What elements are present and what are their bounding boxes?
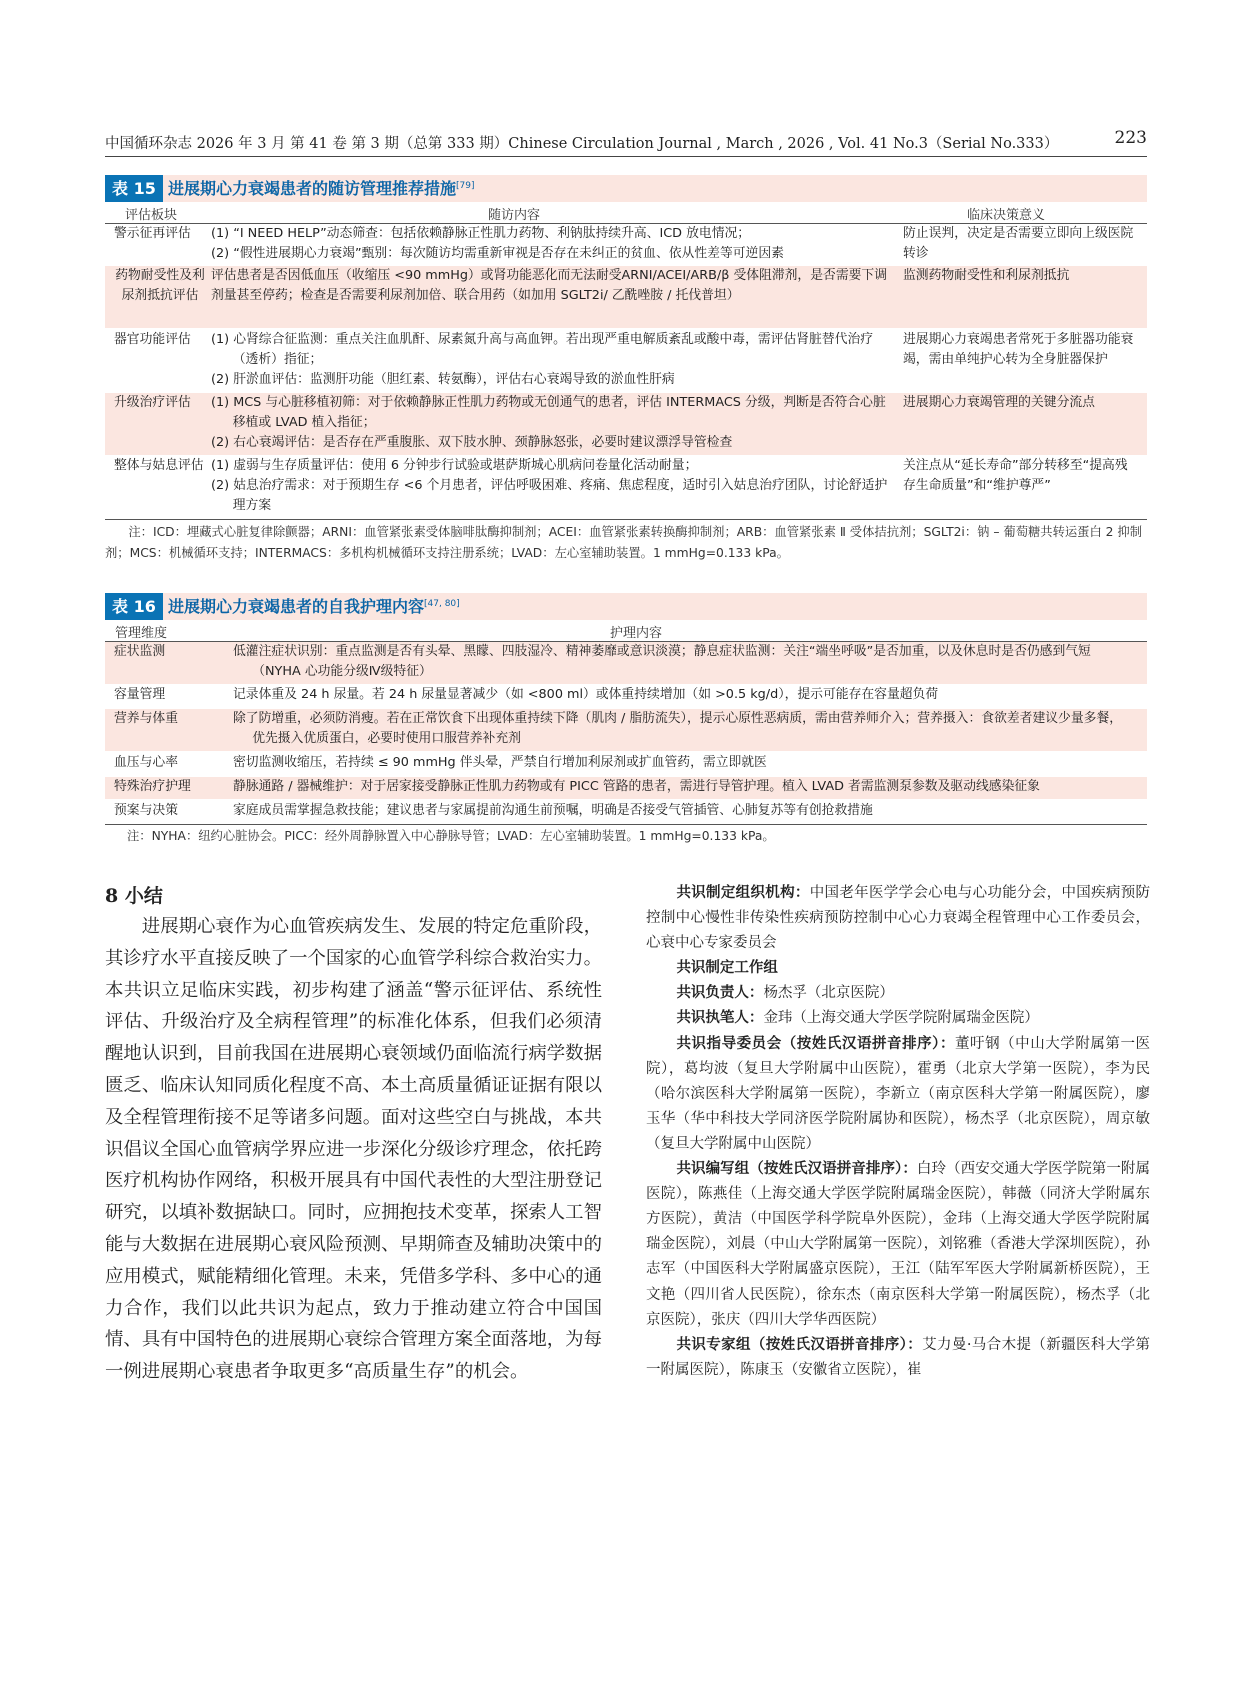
table16-row-dimension: 预案与决策 (114, 803, 178, 818)
table16-note: 注：NYHA：纽约心脏协会。PICC：经外周静脉置入中心静脉导管；LVAD：左心室辅助装置。1 mmHg=0.133 kPa。 (127, 829, 775, 843)
table15-row-content: 评估患者是否因低血压（收缩压 <90 mmHg）或肾功能恶化而无法耐受ARNI/ACEI/ARB/β 受体阻滞剂，是否需要下调剂量甚至停药；检查是否需要利尿剂加倍、联合用药（如加用 SGLT2i/ 乙酰唑胺 / 托伐普坦） (211, 268, 888, 303)
table15-row (105, 224, 1147, 266)
table16-row (105, 753, 1147, 775)
section-8 (105, 881, 602, 1388)
table16-row-dimension: 营养与体重 (114, 711, 178, 726)
table16-row-dimension: 特殊治疗护理 (114, 779, 191, 794)
table15-tag: 表 15 (105, 175, 163, 202)
page-number: 223 (1114, 128, 1147, 148)
table15-header-col3: 临床决策意义 (967, 208, 1046, 223)
credit-writing-group: 共识编写组（按姓氏汉语拼音排序）：白玲（西安交通大学医学院第一附属医院），陈燕佳（上海交通大学医学院附属瑞金医院），韩薇（同济大学附属东方医院），黄洁（中国医学科学院阜外医院），金玮（上海交通大学医学院附属瑞金医院），刘晨（中山大学附属第一医院），刘铭雅（香港大学深圳医院），孙志军（中国医科大学附属盛京医院），王江（陆军军医大学附属新桥医院），王文艳（四川省人民医院），徐东杰（南京医科大学第一附属医院），杨杰孚（北京医院），张庆（四川大学华西医院） (646, 1161, 1151, 1328)
table15-row-content: (1) 虚弱与生存质量评估：使用 6 分钟步行试验或堪萨斯城心肌病问卷量化活动耐量； (211, 458, 698, 473)
running-header (105, 128, 1147, 157)
section-8-body: 进展期心衰作为心血管疾病发生、发展的特定危重阶段，其诊疗水平直接反映了一个国家的心血管学科综合救治实力。本共识立足临床实践，初步构建了涵盖“警示征评估、系统性评估、升级治疗及全病程管理”的标准化体系，但我们必须清醒地认识到，目前我国在进展期心衰领域仍面临流行病学数据匮乏、临床认知同质化程度不高、本土高质量循证证据有限以及全程管理衔接不足等诸多问题。面对这些空白与挑战，本共识倡议全国心血管病学界应进一步深化分级诊疗理念，依托跨医疗机构协作网络，积极开展具有中国代表性的大型注册登记研究，以填补数据缺口。同时，应拥抱技术变革，探索人工智能与大数据在进展期心衰风险预测、早期筛查及辅助决策中的应用模式，赋能精细化管理。未来，凭借多学科、多中心的通力合作，我们以此共识为起点，致力于推动建立符合中国国情、具有中国特色的进展期心衰综合管理方案全面落地，为每一例进展期心衰患者争取更多“高质量生存”的机会。 (105, 916, 602, 1383)
table15-row-category: 警示征再评估 (114, 226, 191, 241)
table16-row-content: 密切监测收缩压，若持续 ≤ 90 mmHg 伴头晕，严禁自行增加利尿剂或扩血管药，需立即就医 (233, 755, 767, 770)
table15-row (105, 393, 1147, 455)
table16-bottom-rule (105, 824, 1147, 825)
table15-row-category: 升级治疗评估 (114, 395, 191, 410)
table15-header-col2: 随访内容 (488, 208, 541, 223)
table16-header-col2: 护理内容 (610, 626, 663, 641)
table16-row-dimension: 症状监测 (114, 644, 166, 659)
table16-row-dimension: 血压与心率 (114, 755, 178, 770)
table16-row-content: 记录体重及 24 h 尿量。若 24 h 尿量显著减少（如 <800 ml）或体重持续增加（如 >0.5 kg/d），提示可能存在容量超负荷 (233, 687, 939, 702)
table15-header (105, 202, 1147, 224)
table15-row-content: (1) “I NEED HELP”动态筛查：包括依赖静脉正性肌力药物、利钠肽持续升高、ICD 放电情况； (211, 226, 751, 241)
table15-row-significance: 进展期心力衰竭患者常死于多脏器功能衰竭，需由单纯护心转为全身脏器保护 (903, 332, 1134, 367)
table15-row-significance: 关注点从“延长寿命”部分转移至“提高残存生命质量”和“维护尊严” (903, 458, 1128, 493)
table15-row-content: (2) 右心衰竭评估：是否存在严重腹胀、双下肢水肿、颈静脉怒张，必要时建议漂浮导管检查 (211, 435, 733, 450)
table15-note: 注：ICD：埋藏式心脏复律除颤器；ARNI：血管紧张素受体脑啡肽酶抑制剂；ACEI：血管紧张素转换酶抑制剂；ARB：血管紧张素 Ⅱ 受体拮抗剂；SGLT2i：钠 – 葡萄糖共转运蛋白 2 抑制剂；MCS：机械循环支持；INTERMACS：多机构机械循环支持注册系统；LVAD：左心室辅助装置。1 mmHg=0.133 kPa。 (105, 525, 1143, 560)
table15-row-category: 药物耐受性及利尿剂抵抗评估 (115, 268, 205, 303)
credit-expert-group: 共识专家组（按姓氏汉语拼音排序）：艾力曼·马合木提（新疆医科大学第一附属医院），陈康玉（安徽省立医院），崔 (646, 1336, 1150, 1378)
table16-row-content: 静脉通路 / 器械维护：对于居家接受静脉正性肌力药物或有 PICC 管路的患者，需进行导管护理。植入 LVAD 者需监测泵参数及驱动线感染征象 (233, 779, 1040, 794)
table16-header-col1: 管理维度 (115, 626, 168, 641)
table15-row-content: (2) “假性进展期心力衰竭”甄别：每次随访均需重新审视是否存在未纠正的贫血、依从性差等可逆因素 (211, 246, 784, 261)
table16-caption (105, 593, 1147, 620)
credit-organization: 共识制定组织机构：中国老年医学学会心电与心功能分会，中国疾病预防控制中心慢性非传染性疾病预防控制中心心力衰竭全程管理中心工作委员会，心衰中心专家委员会 (646, 885, 1151, 952)
table15-row (105, 456, 1147, 518)
table15-row-category: 整体与姑息评估 (114, 458, 204, 473)
credit-steering-committee: 共识指导委员会（按姓氏汉语拼音排序）：董吁钢（中山大学附属第一医院），葛均波（复旦大学附属中山医院），霍勇（北京大学第一医院），李为民（哈尔滨医科大学附属第一医院），李新立（南京医科大学第一附属医院），廖玉华（华中科技大学同济医学院附属协和医院），杨杰孚（北京医院），周京敏（复旦大学附属中山医院） (646, 1035, 1151, 1152)
table16-row (105, 709, 1147, 751)
section-8-heading: 8 小结 (105, 885, 163, 907)
table15-row-content: (1) 心肾综合征监测：重点关注血肌酐、尿素氮升高与高血钾。若出现严重电解质紊乱或酸中毒，需评估肾脏替代治疗（透析）指征； (211, 332, 874, 367)
table15-row-significance: 进展期心力衰竭管理的关键分流点 (903, 395, 1095, 410)
table16-row (105, 685, 1147, 707)
table15-row-content: (2) 肝淤血评估：监测肝功能（胆红素、转氨酶），评估右心衰竭导致的淤血性肝病 (211, 372, 675, 387)
table16-row (105, 642, 1147, 684)
table16-header (105, 620, 1147, 642)
table15-caption (105, 175, 1147, 202)
credit-working-group: 共识制定工作组 (676, 960, 778, 977)
table16-row-content: 除了防增重，必须防消瘦。若在正常饮食下出现体重持续下降（肌肉 / 脂肪流失），提示心原性恶病质，需由营养师介入；营养摄入：食欲差者建议少量多餐，优先摄入优质蛋白，必要时使用口服营养补充剂 (233, 711, 1123, 746)
table15-row-content: (1) MCS 与心脏移植初筛：对于依赖静脉正性肌力药物或无创通气的患者，评估 INTERMACS 分级，判断是否符合心脏移植或 LVAD 植入指征； (211, 395, 886, 430)
table15-header-col1: 评估板块 (125, 208, 178, 223)
table16-tag: 表 16 (105, 593, 163, 620)
table16-row-content: 家庭成员需掌握急救技能；建议患者与家属提前沟通生前预嘱，明确是否接受气管插管、心肺复苏等有创抢救措施 (233, 803, 873, 818)
table15-row-category: 器官功能评估 (114, 332, 191, 347)
table15-row-content: (2) 姑息治疗需求：对于预期生存 <6 个月患者，评估呼吸困难、疼痛、焦虑程度，适时引入姑息治疗团队，讨论舒适护理方案 (211, 478, 888, 513)
table15-ref: [79] (456, 181, 475, 191)
table16-title: 进展期心力衰竭患者的自我护理内容[47, 80] (168, 597, 460, 616)
table15-row (105, 330, 1147, 392)
table15-title: 进展期心力衰竭患者的随访管理推荐措施[79] (168, 179, 475, 198)
table15-row-significance: 防止误判，决定是否需要立即向上级医院转诊 (903, 226, 1134, 261)
consensus-credits (646, 881, 1150, 1383)
table16-row (105, 801, 1147, 823)
table16-row (105, 777, 1147, 799)
table15-bottom-rule (105, 519, 1147, 520)
table15-row-significance: 监测药物耐受性和利尿剂抵抗 (903, 268, 1070, 283)
credit-leader: 共识负责人：杨杰孚（北京医院） (676, 985, 894, 1002)
credit-writer: 共识执笔人：金玮（上海交通大学医学院附属瑞金医院） (676, 1010, 1039, 1027)
table16-row-dimension: 容量管理 (114, 687, 166, 702)
journal-citation: 中国循环杂志 2026 年 3 月 第 41 卷 第 3 期（总第 333 期）Chinese Circulation Journal , March , 2026 , Vol. 41 No.3（Serial No.333） (105, 136, 1059, 152)
table15-row (105, 266, 1147, 328)
table16-ref: [47, 80] (424, 599, 460, 609)
table16-row-content: 低灌注症状识别：重点监测是否有头晕、黑矇、四肢湿冷、精神萎靡或意识淡漠；静息症状监测：关注“端坐呼吸”是否加重，以及休息时是否仍感到气短（NYHA 心功能分级Ⅳ级特征） (233, 644, 1091, 679)
